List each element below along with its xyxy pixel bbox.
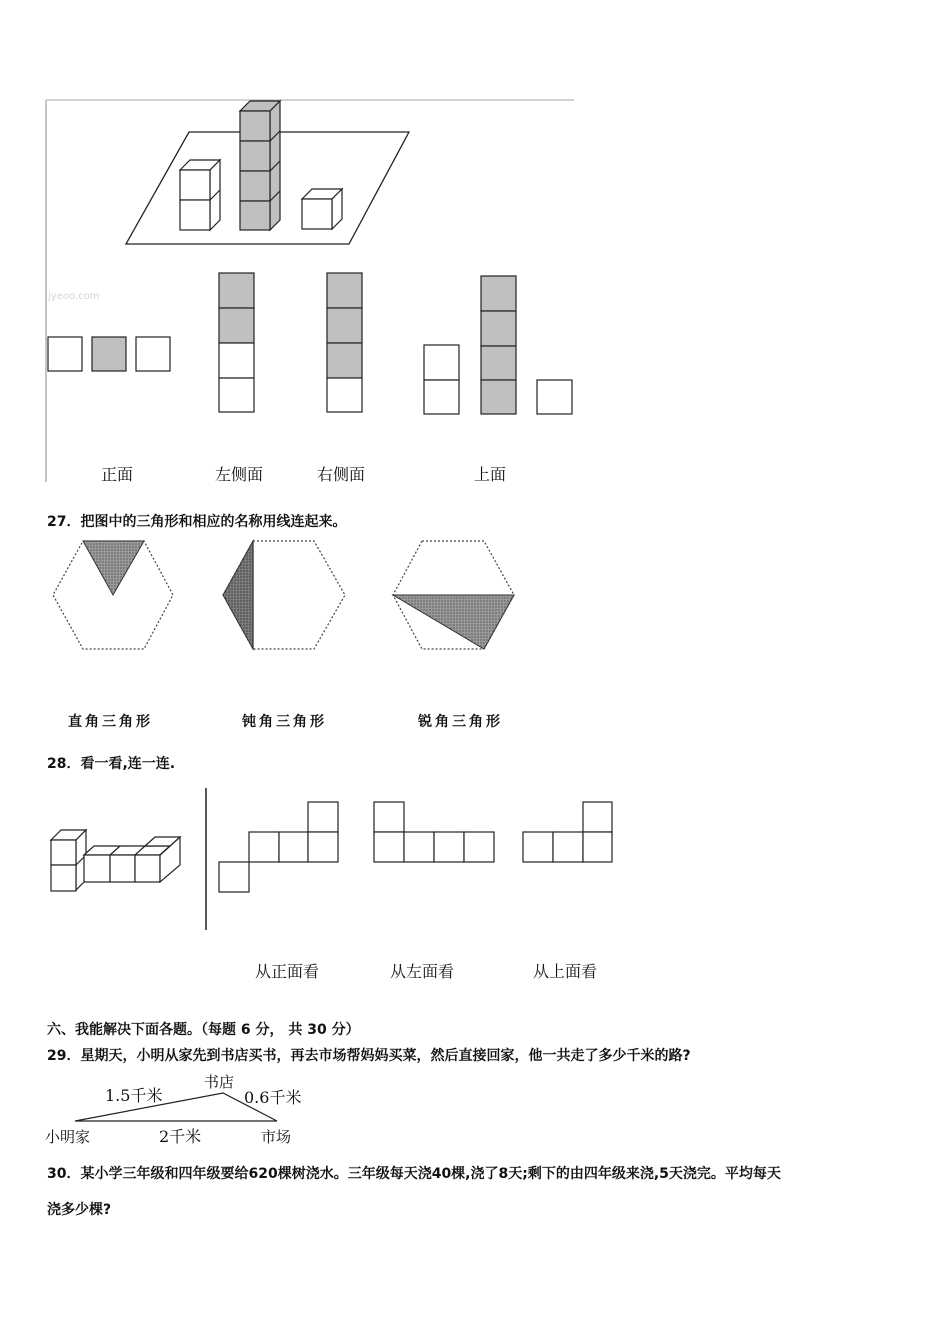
question-30-line-2: 浇多少棵? (47, 1202, 112, 1218)
label-view-top: 从上面看 (533, 962, 598, 981)
question-29-prompt: 29．星期天，小明从家先到书店买书，再去市场帮妈妈买菜，然后直接回家，他一共走了多少千米的路? (47, 1048, 691, 1064)
label-home-market-distance: 2千米 (159, 1127, 202, 1146)
label-top-view: 上面 (474, 465, 507, 484)
label-bookstore-market-distance: 0.6千米 (244, 1088, 302, 1107)
question-30-line-1: 30．某小学三年级和四年级要给620棵树浇水。三年级每天浇40棵,浇了8天;剩下的由四年级来浇,5天浇完。平均每天 (47, 1166, 781, 1182)
label-front-view: 正面 (101, 465, 134, 484)
label-view-left: 从左面看 (390, 962, 455, 981)
label-right-view: 右侧面 (317, 465, 366, 484)
section-6-heading: 六、我能解决下面各题。（每题 6 分， 共 30 分） (47, 1022, 360, 1038)
label-home-bookstore-distance: 1.5千米 (105, 1086, 163, 1105)
question-28-prompt: 28．看一看,连一连. (47, 756, 176, 772)
question-27-prompt: 27．把图中的三角形和相应的名称用线连起来。 (47, 514, 347, 530)
label-bookstore: 书店 (204, 1073, 235, 1091)
name-obtuse-triangle: 钝角三角形 (242, 714, 327, 730)
name-acute-triangle: 锐角三角形 (418, 714, 503, 730)
label-market: 市场 (261, 1128, 292, 1146)
label-left-view: 左侧面 (215, 465, 264, 484)
name-right-triangle: 直角三角形 (68, 714, 153, 730)
watermark: jyeoo.com (48, 291, 100, 302)
label-view-front: 从正面看 (255, 962, 320, 981)
label-home: 小明家 (45, 1128, 91, 1146)
